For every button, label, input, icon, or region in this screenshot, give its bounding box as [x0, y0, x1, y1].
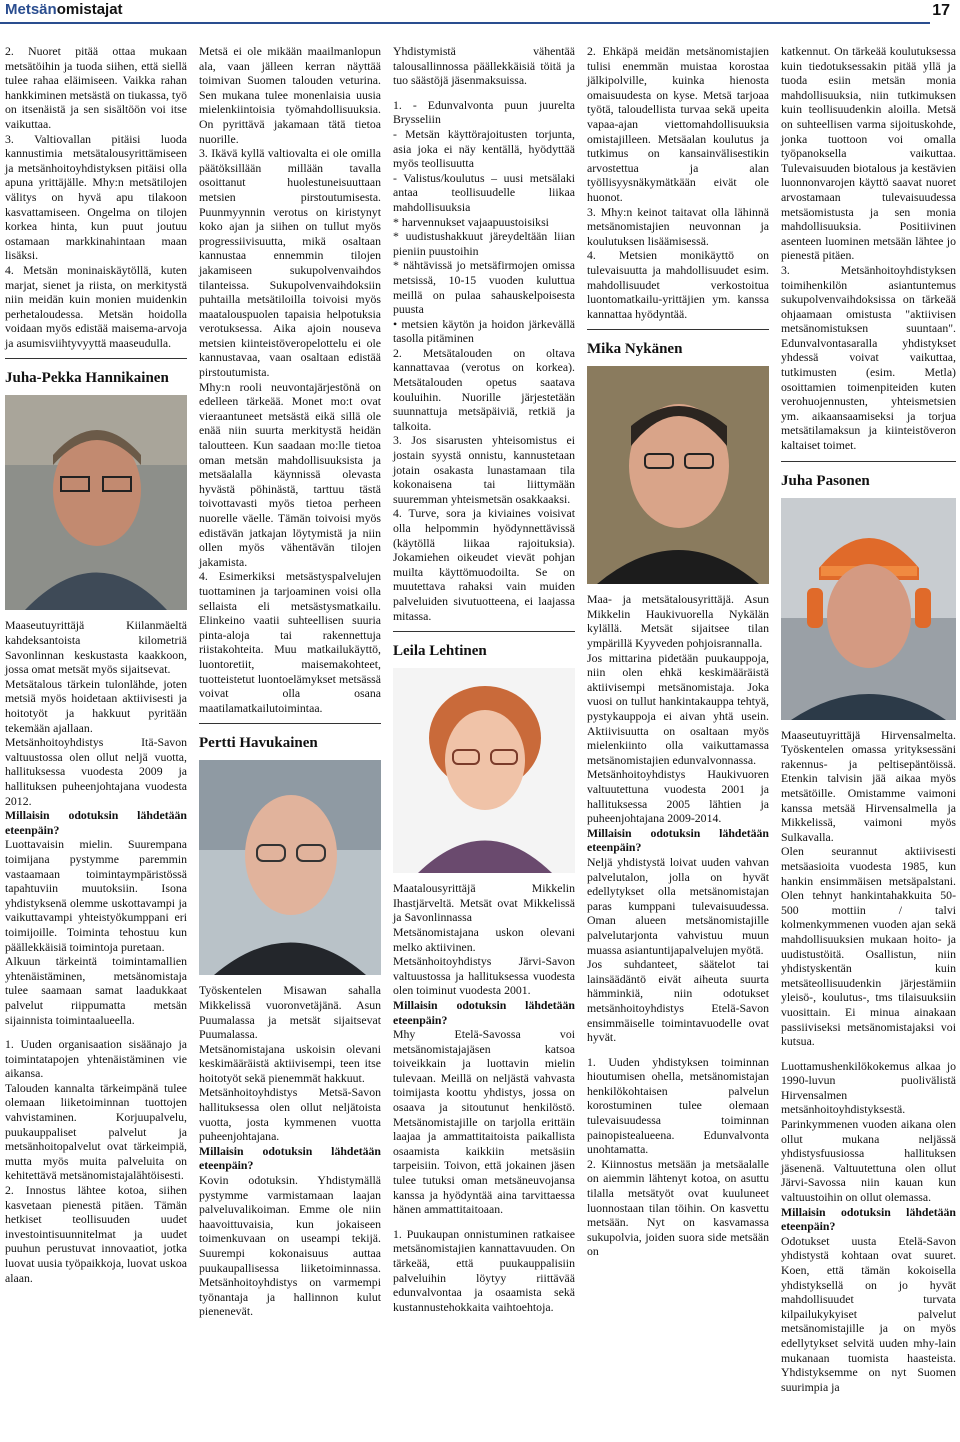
col1-paragraph: 2. Innostus lähtee kotoa, siihen kasvetaan pienestä pitäen. Tämän hetkiset teollisuuden uudet investointisuunnitelmat ja uudet puuhun perustuvat innovaatiot, jotka luovat uusia työpaikkoja, luovat uskoa alaan.: [5, 1183, 187, 1285]
col5-paragraph: katkennut. On tärkeää koulutuksessa kuin tiedotuksessakin pitää yllä ja tuoda esiin metsän monia mahdollisuuksia, niin tutkimuksen kuin teollisuudenkin aloilla. Metsä on suhteellisen varma sijoituskohde, jonka tuottoon voi omalla työpanoksella vaikuttaa. Tulevaisuuden biotalous ja kestävien luonnonvarojen käyttö saavat nuoret arvostamaan tulevaisuudessa metsäomistusta ja sen monia mahdollisuuksia. Positiivinen asenteen luominen metsään lähtee jo pienestä pitäen.: [781, 44, 956, 263]
col5-paragraph: Luottamushenkilökokemus alkaa jo 1990-luvun puolivälistä Hirvensalmen metsänhoitoyhdistyksestä. Parinkymmenen vuoden aikana olen ollut mukana neljässä yhdistysfuusiossa hallituksen jäsenenä. Valtuutettuna olen ollut Järvi-Savossa niin kauan kun valtuustoihin on ollut olemassa.: [781, 1058, 956, 1205]
portrait-photo: [587, 366, 769, 584]
col3-paragraph: 3. Jos sisarusten yhteisomistus ei jostain syystä onnistu, kannustetaan jotain osakasta lunastamaan tila kokonaisena tai liittymään suuremman yhteismetsän osakkaaksi.: [393, 433, 575, 506]
col1-paragraph: 4. Metsän moninaiskäytöllä, kuten marjat, sienet ja riista, on merkitystä niin meidän kuin monien muidenkin perhetaloudessa. Metsän hoidolla voidaan myös edistää maisema-arvoja ja asumisviihtyvyyttä maaseudulla.: [5, 262, 187, 350]
col4-paragraph: 2. Ehkäpä meidän metsänomistajien tulisi enemmän muistaa korostaa jälkipolville, kuinka hienosta omaisuudesta on kyse. Metsä tarjoaa työtä, taloudellista turvaa sekä upeita vapaa-ajan viettomahdollisuuksia omistajilleen. Metsäalan koulutus ja tutkimus on kansainvälisestikin arvostettua ja alan työllisyysnäkymätkään eivät ole huonot.: [587, 44, 769, 204]
portrait-photo: [393, 668, 575, 873]
person-name: Mika Nykänen: [587, 341, 683, 358]
divider: [587, 329, 769, 330]
col4-paragraph: Neljä yhdistystä loivat uuden vahvan palvelutalon, jolla on hyvät edellytykset olla metsänomistajan paras kumppani tulevaisuudessa. Oman alueen metsänomistajille palvelutarjonta vahvistuu muun muassa asiantuntijapalvelujen myötä.: [587, 854, 769, 957]
col3-paragraph: Metsänhoitoyhdistys Järvi-Savon valtuustossa ja hallituksessa vuodesta olen toiminut vuodesta 2001.: [393, 954, 575, 998]
col1-paragraph: 2. Nuoret pitää ottaa mukaan metsätöihin ja tuoda siihen, että siellä tulee rahaa eläimiseen. Vaikka rahan hankkiminen metsästä on tiukassa, työ on itsenäistä ja sen sisältöön voi itse vaikuttaa.: [5, 44, 187, 131]
col1-paragraph: Alkuun tärkeintä toimintamallien yhtenäistäminen, metsänomistaja tulee saamaan samat laadukkaat palvelut riippumatta metsän sijainnista toimintaalueella.: [5, 954, 187, 1027]
col3-paragraph: 2. Metsätalouden on oltava kannattavaa (verotus on korkea). Metsätalouden opetus saatava kouluihin. Nuorille järjestetään suunnattuja metsäpäiviä, retkiä ja talkoita.: [393, 345, 575, 433]
page-number: 17: [932, 2, 950, 19]
person-caption: Maatalousyrittäjä Mikkelin Ihastjärveltä. Metsät ovat Mikkelissä ja Savonlinnassa: [393, 881, 575, 925]
col4-paragraph: 4. Metsien monikäyttö on tulevaisuutta ja mahdollisuudet esim. mahdollisuudet verkostoitua luontomatkailu-yrittäjien ym. kanssa kannattaa hyödyntää.: [587, 248, 769, 321]
col1-paragraph: 3. Valtiovallan pitäisi luoda kannustimia metsätalousyrittämiseen ja metsänhoitoyhdistyksen pitäisi olla apuna yrittäjälle. Mhy:n metsätilojen välitys on hyvä apu tilakoon kasvattamiseen. Ongelma on tilojen korkea hinta, kun puut joutuu ostamaan markkinahintaan maan lisäksi.: [5, 131, 187, 263]
question-heading: Millaisin odotuksin lähdetään eteenpäin?: [781, 1204, 956, 1234]
col2-paragraph: Metsänhoitoyhdistys Metsä-Savon hallituksessa olen ollut neljätoista vuotta, josta kymmenen vuotta puheenjohtajana.: [199, 1085, 381, 1144]
portrait-photo: [781, 498, 956, 720]
portrait-photo: [199, 760, 381, 975]
portrait-photo: [5, 395, 187, 610]
col3-paragraph: 4. Turve, sora ja kiviaines voisivat olla helpommin hyödynnettävissä (käytöllä liikaa rajoituksia). Jokamiehen oikeudet vievät pohjan muilta käyttömuodoilta. Se on muutettava rahaksi vain muiden palveluiden sivutuotteena, ei laajassa mitassa.: [393, 506, 575, 623]
section-title: [5, 0, 123, 20]
col3-paragraph: * harvennukset vajaapuustoisiksi: [393, 214, 549, 229]
divider: [199, 723, 381, 724]
question-heading: Millaisin odotuksin lähdetään eteenpäin?: [5, 808, 187, 837]
col5-paragraph: Olen seurannut aktiivisesti metsäasioita vuodesta 1985, kun hankin ensimmäisen metsäpalstani. Olen tehnyt hankintahakkuita 50-500 mottiin / talvi kolmenkymmenen vuoden ajan sekä mahdollisuuksien mukaan hoito- ja uudistustöitä. Osallistun, niin yhdistyskentän kuin metsäteollisuudenkin järjestämiin yleisö-, koulutus-, tms tilaisuuksiin vuosittain. Ei minua ainakaan passiiviseksi metsänomistajaksi voi kutsua.: [781, 844, 956, 1049]
header-rule: [0, 22, 930, 24]
person-caption: Maaseutuyrittäjä Hirvensalmelta. Työskentelen omassa yrityksessäni rakennus- ja peltisepäntöissä. Etenkin talvisin jää aikaa myös metsätöille. Omistamme vaimoni kanssa metsää Hirvensalmella ja Mikkelissä, vaimoni myös Sulkavalla.: [781, 727, 956, 844]
col4-paragraph: Metsänhoitoyhdistys Haukivuoren valtuutettuna vuodesta 2001 ja hallituksessa 2005 lähtien ja puheenjohtajana 2009-2014.: [587, 767, 769, 826]
col1-paragraph: Metsätalous tärkein tulonlähde, joten metsiä myös hoidetaan aktiivisesti ja hoitotyöt ja hakkuut pyritään tekemään ajallaan.: [5, 676, 187, 735]
column-2: [199, 44, 381, 1319]
col3-paragraph: 1. Puukaupan onnistuminen ratkaisee metsänomistajien kannattavuuden. On tärkeää, että puukauppalisiin palveluihin löytyy riittävää edunvalvontaa ja osaamista sekä kustannustehokkaita vaihtoehtoja.: [393, 1226, 575, 1314]
column-4: [587, 44, 769, 1259]
person-name: Juha Pasonen: [781, 472, 870, 489]
col3-paragraph: 1. - Edunvalvonta puun juurelta Brysseliin: [393, 97, 575, 127]
column-5: [781, 44, 956, 1394]
col3-paragraph: Metsänomistajana uskon olevani melko aktiivinen.: [393, 924, 575, 954]
col4-paragraph: 3. Mhy:n keinot taitavat olla lähinnä metsänomistajien neuvonnan ja koulutuksen lisäämisessä.: [587, 204, 769, 248]
col2-paragraph: 4. Esimerkiksi metsästyspalvelujen tuottaminen ja tarjoaminen voisi olla sellaista eli metsästysmatkailu. Elinkeino vaatii suhteellisen suuria pinta-aloja tai rakennettuja riistakohteita. Muu matkailukäyttö, luontoretiit, maisemakohteet, tuotteistetut luontoelämykset metsässä voivat olla osana maatilamatkailutoimintaa.: [199, 569, 381, 715]
col4-paragraph: Jos mittarina pidetään puukauppoja, niin olen ehkä keskimääräistä aktiivisempi metsänomistaja. Joka vuosi on tullut hankintakauppa tehtyä, pystykauppoja ei aivan yhtä usein. Aktiivisuutta on osaltaan myös mielenkiinto olla vaikuttamassa metsänomistajien edunvalvonnassa.: [587, 650, 769, 767]
person-name: Juha-Pekka Hannikainen: [5, 370, 169, 387]
col4-paragraph: Jos suhdanteet, säätelot tai lainsäädäntö eivät aiheuta suurta hämminkiä, niin odotukset metsänhoitoyhdistys Etelä-Savon ensimmäiselle toimintavuodelle ovat hyvät.: [587, 957, 769, 1045]
col2-paragraph: Metsä ei ole mikään maailmanlopun ala, vaan jälleen kerran näyttää toimivan Suomen talouden veturina. Sen mukana tulee monenlaisia uusia mielenkiintoisia työmahdollisuuksia. On pyrittävä jakamaan tätä tietoa nuorille.: [199, 44, 381, 146]
col4-paragraph: 2. Kiinnostus metsään ja metsäalalle on aiemmin lähtenyt kotoa, on asuttu tilalla metsätyöt ovat kuuluneet luonnostaan tilan töihin. On kasvettu metsään. Nyt on kasvamassa sukupolvia, joiden suora side metsään on: [587, 1156, 769, 1259]
col3-paragraph: - Metsän käyttörajoitusten torjunta, asia joka ei näy kentällä, hyödyttää myös teollisuutta: [393, 126, 575, 171]
col3-paragraph: * uudistushakkuut järeydeltään liian pieniin puustoihin: [393, 229, 575, 258]
person-caption: Työskentelen Misawan sahalla Mikkelissä vuoronvetäjänä. Asun Puumalassa ja metsät sijaitsevat Puumalassa.: [199, 983, 381, 1042]
col3-paragraph: - Valistus/koulutus – uusi metsälaki antaa teollisuudelle liikaa mahdollisuuksia: [393, 170, 575, 214]
question-heading: Millaisin odotuksin lähdetään eteenpäin?: [199, 1143, 381, 1173]
col5-paragraph: 3. Metsänhoitoyhdistyksen toimihenkilön asiantuntemus sukupolvenvaihdoksissa on tärkeää ohjaamaan omistusta "aktiivisen metsänomistuksen suuntaan". Edunvalvontasaralla yhdistykset yhdessä voivat vaikuttaa, tutkimusten (esim. Metla) osoittamien toimenpiteiden kuten verohuojennusten, yhteismetsien ym. aikaansaamiseksi ja torjua metsätilamaksun ja kiinteistöveron kaltaiset toimet.: [781, 262, 956, 453]
section-title-part1: Metsän: [5, 1, 57, 18]
col1-paragraph: 1. Uuden organisaation sisäänajo ja toimintatapojen yhtenäistäminen vie aikansa.: [5, 1037, 187, 1081]
col2-paragraph: 3. Ikävä kyllä valtiovalta ei ole omilla päätöksillään millään tavalla osoittanut huolestuneisuuttaan metsien pirstoutumisesta. Puunmyynnin verotus on kiristynyt koko ajan ja siihen on tullut myös progressiivisuutta, mikä osaltaan kannustaa ennemmin tilojen jakamiseen sukupolvenvaihdos tilanteissa. Sukupolvenvaihdoksiin puhtailla metsätiloilla toivoisi myös maatalouspuolen tapaisia helpotuksia verotuksessa. Aika ajoin nouseva metsien kiinteistöveropelottelu ei ole kannustavaa, vaan osaltaan edistää pirstoutumista.: [199, 146, 381, 380]
col3-paragraph: • metsien käytön ja hoidon järkevällä tasolla pitäminen: [393, 316, 575, 346]
divider: [781, 461, 956, 462]
page-header: [0, 0, 960, 36]
col4-paragraph: 1. Uuden yhdistyksen toiminnan hioutumisen ohella, metsänomistajan henkilökohtaisen palvelun korostuminen tulee olemaan tulevaisuudessa toiminnan painopistealueena. Edunvalvonta unohtamatta.: [587, 1054, 769, 1157]
col1-paragraph: Talouden kannalta tärkeimpänä tulee olemaan liiketoiminnan tuottojen vahvistaminen. Korjuupalvelu, puukauppaliset palvelut ja metsänhoitopalvelut ovat tärkeimpiä, mutta myös muita palveluita on kehitettävä metsänomistajalähtöisesti.: [5, 1080, 187, 1183]
col1-paragraph: Luottavaisin mielin. Suurempana toimijana pystymme paremmin vastaamaan toimintaympäristössä tapahtuviin muutoksiin. Isona yhdistyksenä olemme uskottavampi ja vaikuttavampi yhteistyökumppani eri toimijoille. Toiminta tehostuu kun päällekkäisiä toimintoja puretaan.: [5, 837, 187, 954]
col2-paragraph: Metsänomistajana uskoisin olevani keskimääräistä aktiivisempi, teen itse hoitotyöt sekä pienemmät hakkuut.: [199, 1041, 381, 1085]
col2-paragraph: Kovin odotuksin. Yhdistymällä pystymme varmistamaan laajan palveluvalikoiman. Emme ole niin haavoittuvaisia, kun jokaiseen toimenkuvaan on useampi tekijä. Suurempi kokonaisuus auttaa puukaupallisessa liiketoiminnassa. Metsänhoitoyhdistys on varmempi työnantaja ja hallinnon kulut pienenevät.: [199, 1173, 381, 1319]
question-heading: Millaisin odotuksin lähdetään eteenpäin?: [587, 825, 769, 855]
col2-paragraph: Mhy:n rooli neuvontajärjestönä on edelleen tärkeää. Monet mo:t ovat vieraantuneet metsästä eikä sillä ole enää niin suurta merkitystä heidän taloutteen. Kun saadaan mo:lle tietoa oman metsän mahdollisuuksista ja metsäalalla käynnissä olevasta hyvästä pöhinästä, tarttuu tästä toivottavasti myös tietoa perheen nuorelle väelle. Tämän toivoisi myös edistävän jatkajan löytymistä ja niin ollen myös vähentävän tilojen jakamista.: [199, 379, 381, 569]
col1-paragraph: Metsänhoitoyhdistys Itä-Savon valtuustossa olen ollut neljä vuotta, hallituksessa vuodesta 2009 ja hallituksen puheenjohtajana vuodesta 2012.: [5, 735, 187, 808]
col3-paragraph: * nähtävissä jo metsäfirmojen omissa metsissä, 10-15 vuoden kuluttua meillä on pulaa sahauskelpoisesta puusta: [393, 258, 575, 317]
question-heading: Millaisin odotuksin lähdetään eteenpäin?: [393, 997, 575, 1027]
person-name: Leila Lehtinen: [393, 643, 487, 660]
person-caption: Maaseutuyrittäjä Kiilanmäeltä kahdeksantoista kilometriä Savonlinnan keskustasta kaakkoon, jossa omat metsät myös sijaitsevat.: [5, 618, 187, 677]
column-3: [393, 44, 575, 1314]
col5-paragraph: Odotukset uusta Etelä-Savon yhdistystä kohtaan ovat suuret. Koen, että tämän kokoisella yhdistyksellä on jo hyvät mahdollisuudet turvata kilpailukykyiset palvelut metsänomistajille ja on myös edellytykset selvitä uuden mhy-lain mukanaan tuomista haasteista. Yhdistyksemme on nyt Suomen suurimpia ja: [781, 1233, 956, 1394]
column-1: [5, 44, 187, 1285]
divider: [393, 631, 575, 632]
person-caption: Maa- ja metsätalousyrittäjä. Asun Mikkelin Haukivuorella Nykälän kylällä. Metsät sijaitsee tilan ympärillä Kyyveden pohjoisrannalla.: [587, 592, 769, 651]
col3-paragraph: Mhy Etelä-Savossa voi metsänomistajajäsen katsoa toiveikkain ja luottavin mielin tulevaan. Meillä on neljästä vahvasta toimijasta koottu yhdistys, jossa on osaava ja sitoutunut henkilöstö. Metsänomistajille on tarjolla erittäin laajaa ja ammattitaitoista paikallista osaamista kaikkiin metsäsiin tarpeisiin. Toivon, että jokainen jäsen tulee tutuksi oman metsäneuvojansa kanssa ja hyödyntää aina tarvittaessa hänen ammattitaitoaan.: [393, 1027, 575, 1217]
divider: [5, 358, 187, 359]
col3-paragraph: Yhdistymistä vähentää talousallinnossa päällekkäisiä töitä ja tuo säästöjä jäsenmaksuissa.: [393, 44, 575, 88]
person-name: Pertti Havukainen: [199, 735, 318, 752]
section-title-part2: omistajat: [56, 1, 123, 18]
